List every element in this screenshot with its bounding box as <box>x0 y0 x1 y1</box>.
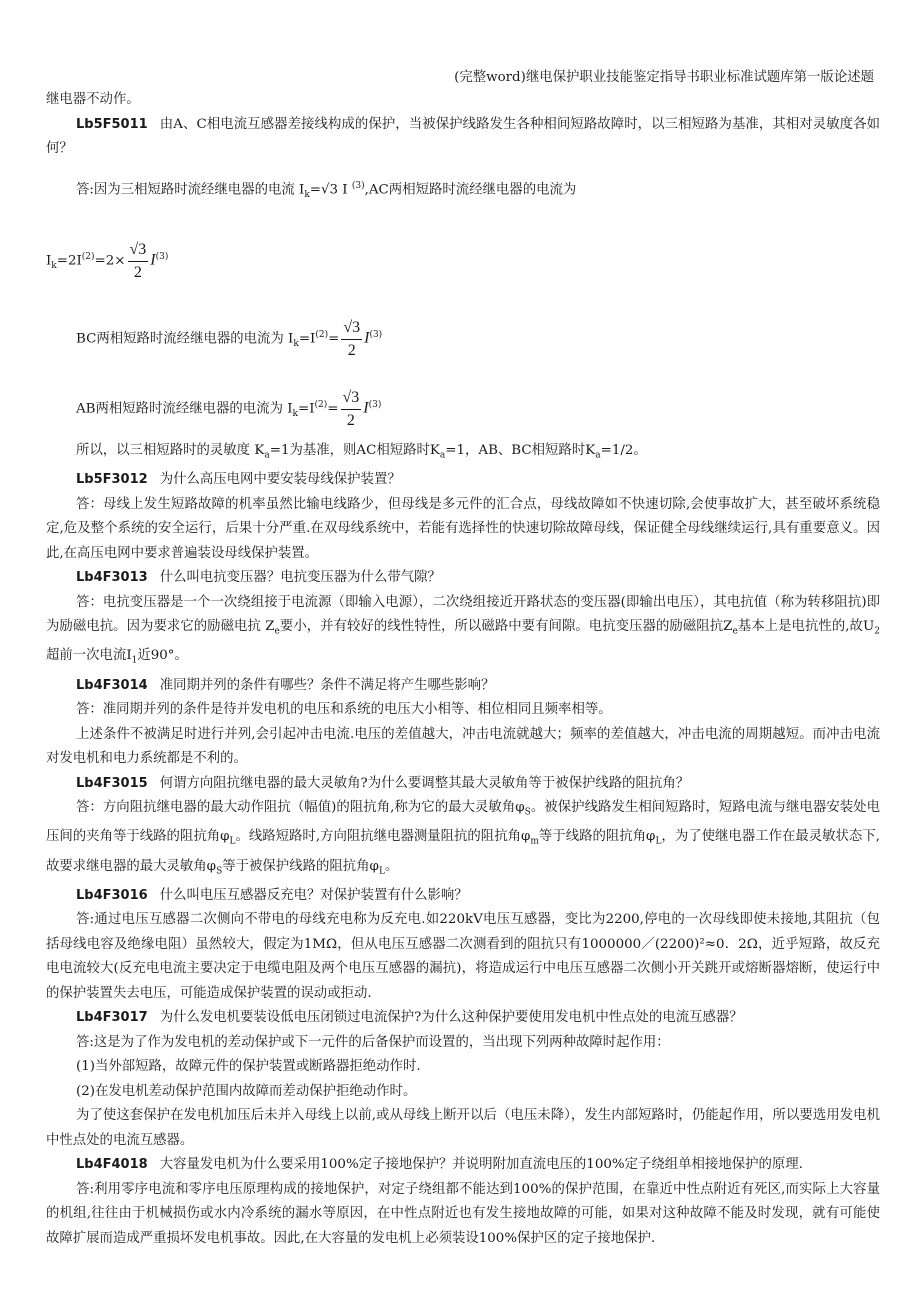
page-header: (完整word)继电保护职业技能鉴定指导书职业标准试题库第一版论述题 <box>454 70 874 85</box>
question-id: Lb5F5011 <box>76 116 148 132</box>
question-id: Lb5F3012 <box>76 472 148 488</box>
answer-text: 答:这是为了作为发电机的差动保护或下一元件的后备保护而设置的，当出现下列两种故障时起作用： <box>76 1034 670 1050</box>
answer-text: 答：电抗变压器是一个一次绕组接于电流源（即输入电源），二次绕组接近开路状态的变压器(即输出电压），其电抗值（称为转移阻抗)即为励磁电抗。因为要求它的励磁电抗 $Z_e$要小，并有较好的线性特性，所以磁路中要有间隙。电抗变压器的励磁阻抗$Z_e$基本上是电抗性的,故$U_2$超前一次电流$I_1$近90°。 <box>46 594 881 667</box>
answer-text: 答:通过电压互感器二次侧向不带电的母线充电称为反充电.如220kV电压互感器，变比为2200,停电的一次母线即使未接地,其阻抗（包括母线电容及绝缘电阻）虽然较大，假定为1MΩ，但从电压互感器二次测看到的阻抗只有1000000／(2200)²≈0．2Ω，近乎短路，故反充电电流较大(反充电电流主要决定于电缆电阻及两个电压互感器的漏抗)，将造成运行中电压互感器二次侧小开关跳开或熔断器熔断，使运行中的保护装置失去电压，可能造成保护装置的误动或拒动. <box>46 912 880 1001</box>
continuation-line: 继电器不动作。 <box>46 92 140 107</box>
question-text: 准同期并列的条件有哪些？条件不满足将产生哪些影响？ <box>159 677 495 693</box>
question-text: 为什么发电机要装设低电压闭锁过电流保护?为什么这种保护要使用发电机中性点处的电流互感器？ <box>159 1010 743 1026</box>
question-lb5f5011 <box>46 113 880 162</box>
equation-ab: AB两相短路时流经继电器的电流为 $I_k=I^{(2)}=$ $\frac{√3}{2}$ $I^{(3)}$ <box>46 377 880 433</box>
question-lb5f3012 <box>46 468 880 493</box>
question-lb4f4018 <box>46 1153 880 1178</box>
question-lb4f3014 <box>46 674 880 699</box>
answer-line: 答:因为三相短路时流经继电器的电流 $I_k=√3$ I $^{(3)}$,AC两相短路时流经继电器的电流为 <box>76 180 577 200</box>
fraction: $\frac{√3}{2}$ <box>342 388 360 429</box>
question-lb4f3015 <box>46 772 880 797</box>
question-lb4f3017 <box>46 1006 880 1031</box>
question-id: Lb4F3014 <box>76 677 148 693</box>
question-lb4f3013 <box>46 566 880 591</box>
answer-list-item: (1)当外部短路，故障元件的保护装置或断路器拒绝动作时. <box>76 1059 421 1075</box>
answer-text: 答：方向阻抗继电器的最大动作阻抗（幅值)的阻抗角,称为它的最大灵敏角$\varphi_S$。被保护线路发生相间短路时，短路电流与继电器安装处电压间的夹角等于线路的阻抗角$\varphi_L$。线路短路时,方向阻抗继电器测量阻抗的阻抗角$\varphi_m$等于线路的阻抗角$\varphi_L$，为了使继电器工作在最灵敏状态下,故要求继电器的最大灵敏角$\varphi_S$等于被保护线路的阻抗角$\varphi_L$。 <box>46 800 881 877</box>
fraction: $\frac{√3}{2}$ <box>343 318 361 359</box>
question-id: Lb4F3017 <box>76 1010 148 1026</box>
answer-text: 上述条件不被满足时进行并列,会引起冲击电流.电压的差值越大，冲击电流就越大；频率的差值越大，冲击电流的周期越短。而冲击电流对发电机和电力系统都是不利的。 <box>46 726 880 767</box>
question-text: 大容量发电机为什么要采用100%定子接地保护？并说明附加直流电压的100%定子绕组单相接地保护的原理. <box>159 1157 803 1173</box>
question-id: Lb4F3016 <box>76 887 148 903</box>
question-text: 由A、C相电流互感器差接线构成的保护，当被保护线路发生各种相间短路故障时，以三相短路为基准，其相对灵敏度各如何？ <box>46 116 880 156</box>
question-lb4f3016 <box>46 884 880 909</box>
question-id: Lb4F3015 <box>76 775 148 791</box>
fraction: $\frac{√3}{2}$ <box>129 240 147 281</box>
question-text: 为什么高压电网中要安装母线保护装置？ <box>159 472 401 488</box>
answer-text: 答：准同期并列的条件是待并发电机的电压和系统的电压大小相等、相位相同且频率相等。 <box>76 702 612 718</box>
equation-ac: $I_k=2I^{(2)}=2\times$ $\frac{√3}{2}$ $I^{(3)}$ <box>46 229 880 285</box>
answer-text: 为了使这套保护在发电机加压后未并入母线上以前,或从母线上断开以后（电压未降），发生内部短路时，仍能起作用，所以要选用发电机中性点处的电流互感器。 <box>46 1108 880 1148</box>
answer-text: 答：母线上发生短路故障的机率虽然比输电线路少，但母线是多元件的汇合点，母线故障如不快速切除,会使事故扩大，甚至破坏系统稳定,危及整个系统的安全运行，后果十分严重.在双母线系统中，若能有选择性的快速切除故障母线，保证健全母线继续运行,具有重要意义。因此,在高压电网中要求普遍装设母线保护装置。 <box>46 496 880 561</box>
conclusion-line: 所以，以三相短路时的灵敏度 $K_a=1$为基准，则AC相短路时$K_a=1$，AB、BC相短路时$K_a=1/2$。 <box>76 443 647 461</box>
equation-bc: BC两相短路时流经继电器的电流为 $I_k=I^{(2)}=$ $\frac{√3}{2}$ $I^{(3)}$ <box>46 307 880 363</box>
question-id: Lb4F4018 <box>76 1157 148 1173</box>
question-id: Lb4F3013 <box>76 570 148 586</box>
answer-list-item: (2)在发电机差动保护范围内故障而差动保护拒绝动作时。 <box>76 1083 417 1099</box>
question-text: 什么叫电压互感器反充电？对保护装置有什么影响？ <box>159 887 468 903</box>
question-text: 何谓方向阻抗继电器的最大灵敏角?为什么要调整其最大灵敏角等于被保护线路的阻抗角？ <box>159 775 690 791</box>
document-body <box>46 88 880 1251</box>
question-text: 什么叫电抗变压器？电抗变压器为什么带气隙？ <box>159 570 441 586</box>
answer-text: 答:利用零序电流和零序电压原理构成的接地保护，对定子绕组都不能达到100%的保护范围，在靠近中性点附近有死区,而实际上大容量的机组,往往由于机械损伤或水内冷系统的漏水等原因，在中性点附近也有发生接地故障的可能，如果对这种故障不能及时发现，就有可能使故障扩展而造成严重损坏发电机事故。因此,在大容量的发电机上必须装设100%保护区的定子接地保护. <box>46 1181 880 1246</box>
